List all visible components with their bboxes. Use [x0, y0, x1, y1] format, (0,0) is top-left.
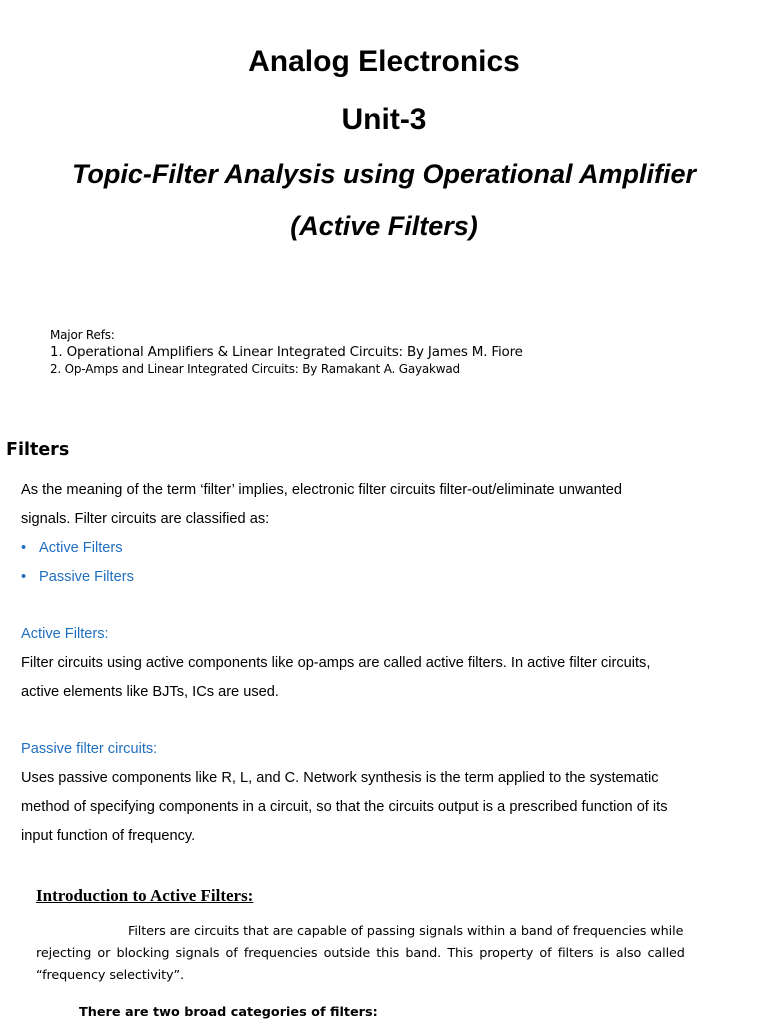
bullet-label-active-filters: Active Filters	[39, 540, 123, 556]
passive-filters-line-2: method of specifying components in a circuit, so that the circuits output is a prescribed function of its	[21, 799, 668, 815]
references-block	[50, 327, 523, 378]
categories-heading: There are two broad categories of filters:	[79, 1005, 378, 1020]
introduction-paragraph	[36, 921, 716, 987]
topic-title: Topic-Filter Analysis using Operational Amplifier	[71, 159, 697, 189]
bullet-icon: •	[21, 569, 27, 585]
filters-heading: Filters	[6, 440, 70, 460]
active-filters-line-1: Filter circuits using active components like op-amps are called active filters. In active filter circuits,	[21, 655, 651, 671]
document-title: Analog Electronics	[248, 45, 520, 78]
active-filters-line-2: active elements like BJTs, ICs are used.	[21, 684, 279, 700]
passive-filters-line-1: Uses passive components like R, L, and C. Network synthesis is the term applied to the systematic	[21, 770, 659, 786]
introduction-heading: Introduction to Active Filters:	[36, 886, 254, 905]
passive-filters-heading: Passive filter circuits:	[21, 741, 158, 757]
unit-title: Unit-3	[341, 103, 427, 136]
bullet-label-passive-filters: Passive Filters	[39, 569, 134, 585]
filter-types-list	[21, 534, 134, 592]
list-item	[21, 534, 134, 563]
passive-filters-paragraph	[21, 764, 746, 851]
passive-filters-line-3: input function of frequency.	[21, 828, 196, 844]
active-filters-paragraph	[21, 649, 746, 707]
introduction-line-3: “frequency selectivity”.	[36, 968, 185, 983]
introduction-line-1: Filters are circuits that are capable of passing signals within a band of frequencies while	[128, 924, 684, 939]
introduction-line-2: rejecting or blocking signals of frequencies outside this band. This property of filters is also called	[36, 946, 685, 961]
filters-intro-line-1: As the meaning of the term ‘filter’ implies, electronic filter circuits filter-out/eliminate unwanted	[21, 482, 623, 498]
topic-subtitle: (Active Filters)	[290, 211, 478, 241]
active-filters-heading: Active Filters:	[21, 626, 109, 642]
filters-intro-line-2: signals. Filter circuits are classified as:	[21, 511, 270, 527]
reference-item-1: 1. Operational Amplifiers & Linear Integrated Circuits: By James M. Fiore	[50, 344, 523, 360]
references-label: Major Refs:	[50, 328, 115, 342]
list-item	[21, 563, 134, 592]
reference-item-2: 2. Op-Amps and Linear Integrated Circuits: By Ramakant A. Gayakwad	[50, 362, 460, 376]
bullet-icon: •	[21, 540, 27, 556]
filters-intro-paragraph	[21, 476, 746, 534]
